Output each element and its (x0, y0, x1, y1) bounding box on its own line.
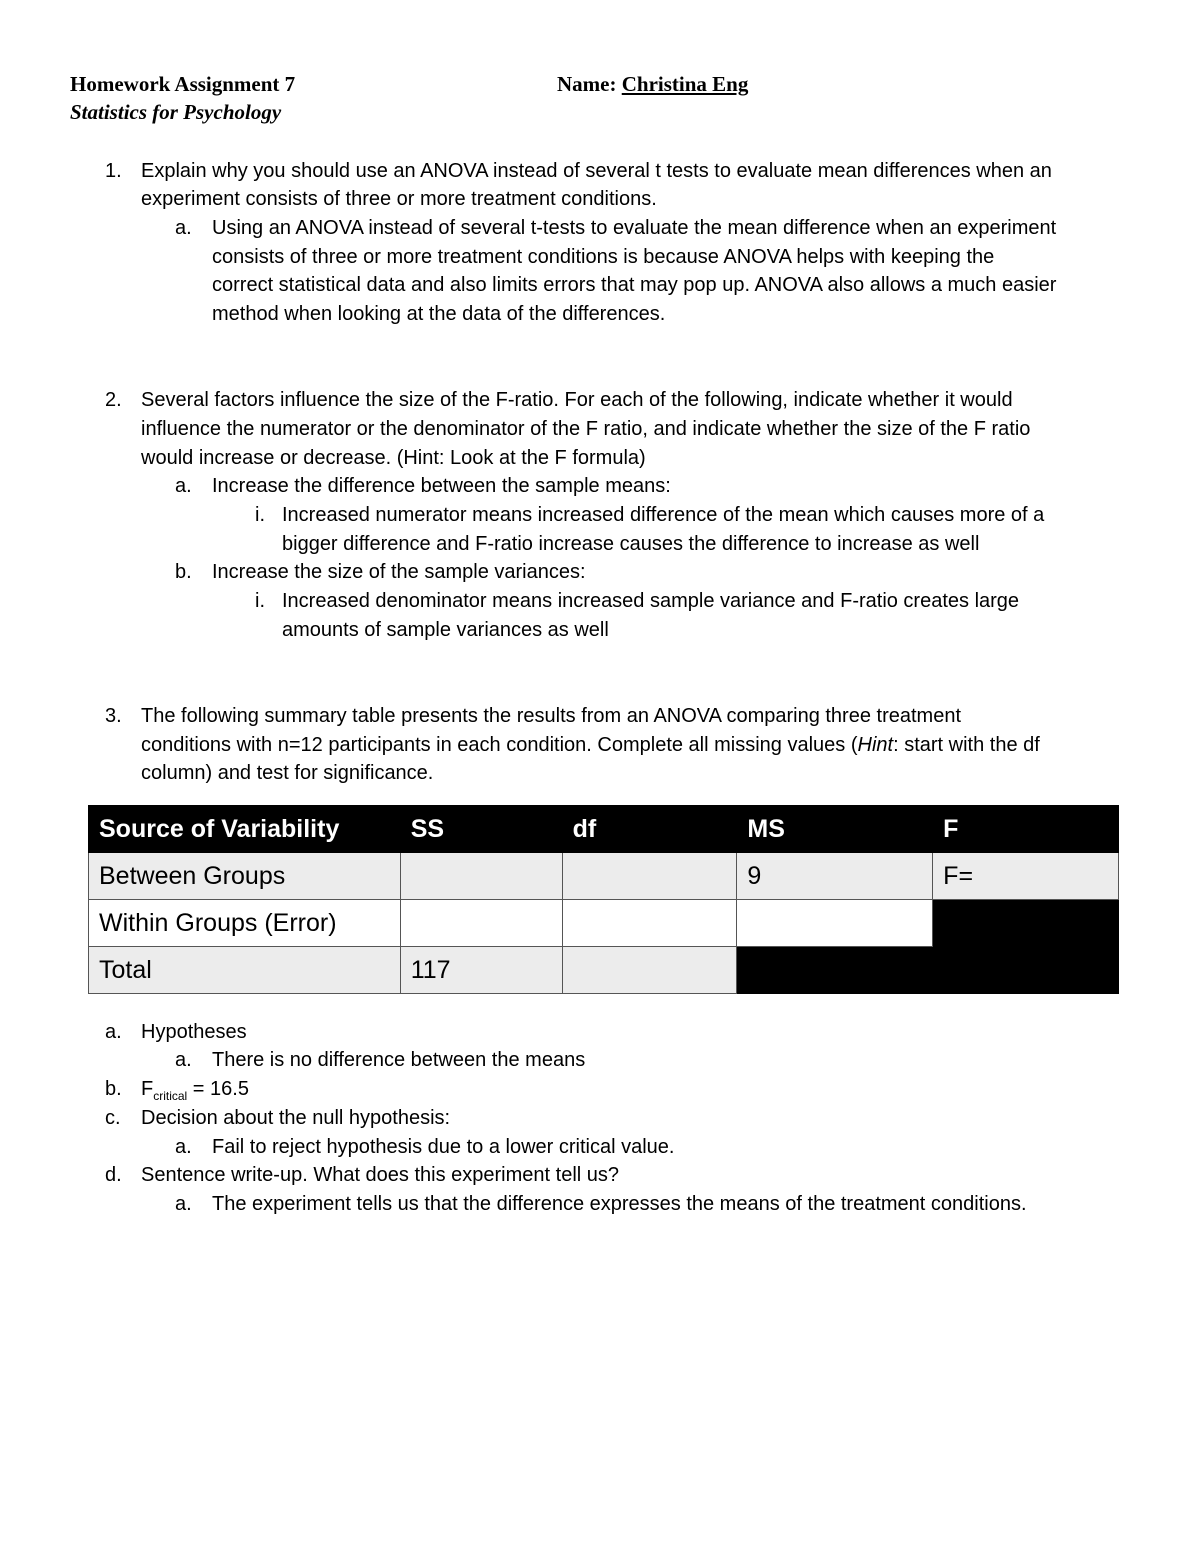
q1-a-line: method when looking at the data of the differences. (212, 303, 666, 325)
q3-line: The following summary table presents the results from an ANOVA comparing three treatment (141, 705, 961, 727)
table-row (89, 853, 1119, 900)
cell-df (562, 900, 737, 947)
header-ss: SS (400, 806, 562, 853)
cell-blocked (933, 900, 1119, 947)
f-symbol: F (141, 1078, 154, 1100)
q3-c-a-marker: a. (175, 1136, 192, 1158)
q3-line: column) and test for significance. (141, 762, 434, 784)
q3-c-text: Decision about the null hypothesis: (141, 1107, 451, 1129)
header-df: df (562, 806, 737, 853)
student-name-line (557, 72, 748, 97)
q3-b-marker: b. (105, 1078, 122, 1100)
q3-a-text: Hypotheses (141, 1021, 247, 1043)
header-ms: MS (737, 806, 933, 853)
q2-line: influence the numerator or the denominator of the F ratio, and indicate whether the size of the F ratio (141, 418, 1031, 440)
q2-b-text: Increase the size of the sample variances: (212, 561, 586, 583)
q2-b-i-line: Increased denominator means increased sample variance and F-ratio creates large (282, 590, 1020, 612)
cell-blocked (933, 947, 1119, 994)
q3-hint-word: Hint (857, 734, 894, 756)
cell-ss (400, 853, 562, 900)
anova-summary-table (88, 805, 1119, 994)
q1-a-marker: a. (175, 217, 192, 239)
q2-number: 2. (105, 389, 122, 411)
q3-a-marker: a. (105, 1021, 122, 1043)
cell-df (562, 947, 737, 994)
q3-line2-pre: conditions with n=12 participants in each condition. Complete all missing values ( (141, 734, 858, 756)
cell-source: Within Groups (Error) (89, 900, 401, 947)
q1-line: Explain why you should use an ANOVA instead of several t tests to evaluate mean differences when an (141, 160, 1052, 182)
header-source: Source of Variability (89, 806, 401, 853)
cell-ss (400, 900, 562, 947)
q2-a-i-marker: i. (255, 504, 265, 526)
q3-d-text: Sentence write-up. What does this experiment tell us? (141, 1164, 620, 1186)
cell-ms (737, 900, 933, 947)
q3-d-a-marker: a. (175, 1193, 192, 1215)
f-subscript: critical (153, 1089, 188, 1103)
q2-line: would increase or decrease. (Hint: Look at the F formula) (141, 447, 646, 469)
q3-a-a-text: There is no difference between the means (212, 1049, 586, 1071)
q3-a-a-marker: a. (175, 1049, 192, 1071)
table-row (89, 900, 1119, 947)
q3-d-a-text: The experiment tells us that the difference expresses the means of the treatment conditions. (212, 1193, 1027, 1215)
q3-d-marker: d. (105, 1164, 122, 1186)
q2-line: Several factors influence the size of the F-ratio. For each of the following, indicate whether it would (141, 389, 1013, 411)
cell-f: F= (933, 853, 1119, 900)
q1-a-line: Using an ANOVA instead of several t-tests to evaluate the mean difference when an experiment (212, 217, 1057, 239)
q1-line: experiment consists of three or more treatment conditions. (141, 188, 657, 210)
cell-blocked (737, 947, 933, 994)
f-critical-value: = 16.5 (187, 1078, 249, 1100)
assignment-title: Homework Assignment 7 (70, 72, 296, 96)
header-f: F (933, 806, 1119, 853)
q2-b-i-marker: i. (255, 590, 265, 612)
q3-c-a-text: Fail to reject hypothesis due to a lower critical value. (212, 1136, 675, 1158)
course-subtitle: Statistics for Psychology (70, 100, 282, 124)
cell-ss: 117 (400, 947, 562, 994)
q2-b-marker: b. (175, 561, 192, 583)
q2-a-text: Increase the difference between the sample means: (212, 475, 671, 497)
student-name: Christina Eng (621, 72, 749, 96)
q3-c-marker: c. (105, 1107, 121, 1129)
q2-a-i-line: Increased numerator means increased difference of the mean which causes more of a (282, 504, 1045, 526)
q2-a-marker: a. (175, 475, 192, 497)
q3-number: 3. (105, 705, 122, 727)
q3-line (141, 731, 1040, 759)
cell-source: Between Groups (89, 853, 401, 900)
table-row (89, 947, 1119, 994)
cell-df (562, 853, 737, 900)
cell-source: Total (89, 947, 401, 994)
q2-a-i-line: bigger difference and F-ratio increase causes the difference to increase as well (282, 533, 980, 555)
q1-number: 1. (105, 160, 122, 182)
cell-ms: 9 (737, 853, 933, 900)
q2-b-i-line: amounts of sample variances as well (282, 619, 609, 641)
name-label: Name: (557, 72, 617, 96)
q3-line2-post: : start with the df (893, 734, 1040, 756)
q1-a-line: correct statistical data and also limits errors that may pop up. ANOVA also allows a much easier (212, 274, 1057, 296)
q1-a-line: consists of three or more treatment conditions is because ANOVA helps with keeping the (212, 246, 995, 268)
table-header-row (89, 806, 1119, 853)
